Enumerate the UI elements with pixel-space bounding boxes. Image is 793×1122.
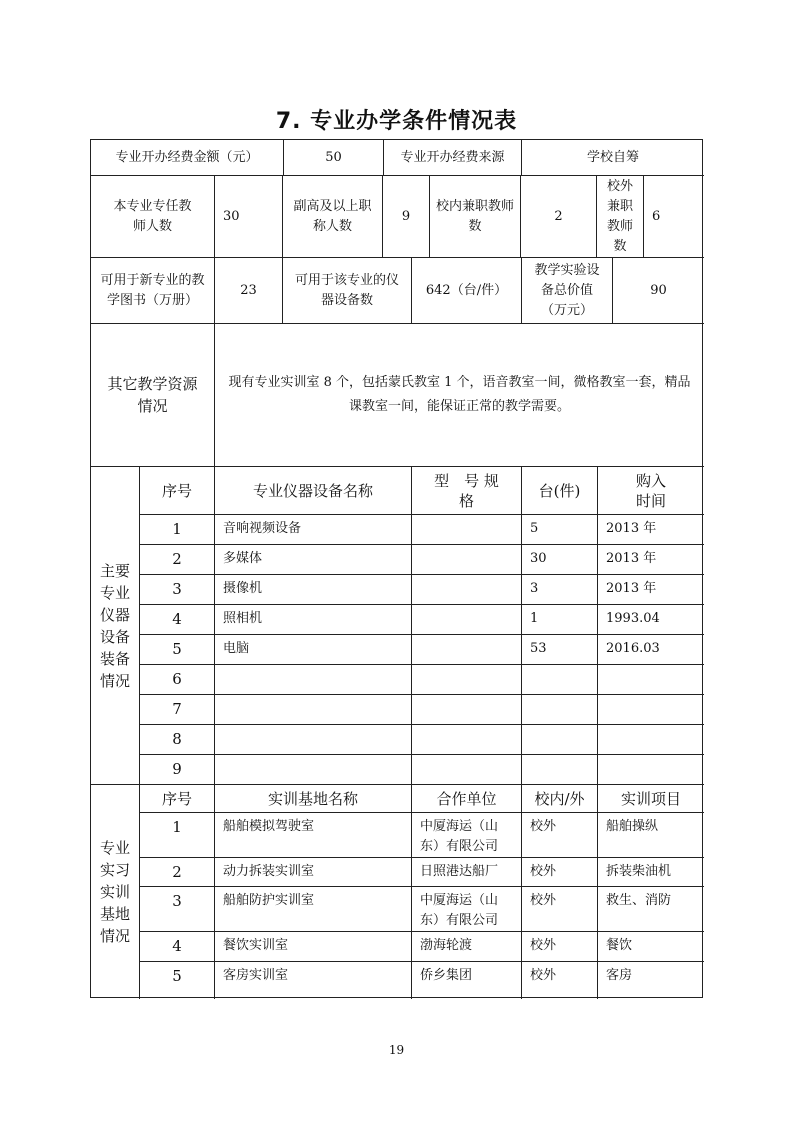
equipment-row-model xyxy=(412,635,522,665)
fulltime-teachers-value: 30 xyxy=(215,176,283,258)
base-row-partner: 中厦海运（山东）有限公司 xyxy=(412,813,522,858)
bases-header-partner: 合作单位 xyxy=(412,785,522,813)
base-row-name: 船舶模拟驾驶室 xyxy=(215,813,412,858)
fund-value: 50 xyxy=(284,140,384,176)
equipment-header-date-text: 购入时间 xyxy=(635,471,666,510)
equipment-row-no: 1 xyxy=(140,515,215,545)
external-parttime-value: 6 xyxy=(644,176,704,258)
base-row-name: 客房实训室 xyxy=(215,962,412,999)
fulltime-teachers-text: 本专业专任教师人数 xyxy=(113,198,192,234)
base-row-no: 4 xyxy=(140,932,215,962)
equipment-row-qty: 30 xyxy=(522,545,598,575)
conditions-table xyxy=(90,139,703,998)
base-row-no: 1 xyxy=(140,813,215,858)
equipment-row-name: 多媒体 xyxy=(215,545,412,575)
equipment-row-name: 音响视频设备 xyxy=(215,515,412,545)
equipment-count-label xyxy=(283,258,412,324)
equipment-row-name: 照相机 xyxy=(215,605,412,635)
base-row-location: 校外 xyxy=(522,962,598,999)
equipment-row-no: 5 xyxy=(140,635,215,665)
internal-parttime-value: 2 xyxy=(521,176,597,258)
equipment-header-name: 专业仪器设备名称 xyxy=(215,467,412,515)
bases-header-no: 序号 xyxy=(140,785,215,813)
bases-header-name: 实训基地名称 xyxy=(215,785,412,813)
equipment-row-no: 4 xyxy=(140,605,215,635)
equipment-row-qty xyxy=(522,695,598,725)
equipment-count-value: 642（台/件） xyxy=(412,258,522,324)
bases-section-label xyxy=(91,785,140,999)
bases-section-text: 专业实习实训基地情况 xyxy=(99,839,130,945)
equipment-row-model xyxy=(412,695,522,725)
equipment-row-date: 2013 年 xyxy=(598,515,704,545)
equipment-row-no: 2 xyxy=(140,545,215,575)
base-row-partner: 渤海轮渡 xyxy=(412,932,522,962)
internal-parttime-label xyxy=(430,176,521,258)
equipment-row-qty xyxy=(522,725,598,755)
page-number: 19 xyxy=(388,1043,405,1057)
equipment-count-text: 可用于该专业的仪器设备数 xyxy=(295,272,400,308)
equipment-row-date: 2013 年 xyxy=(598,545,704,575)
internal-parttime-text: 校内兼职教师数 xyxy=(435,198,514,234)
equipment-row-model xyxy=(412,755,522,785)
resources-text: 现有专业实训室 8 个，包括蒙氏教室 1 个，语音教室一间，微格教室一套，精品课教室一间，能保证正常的教学需要。 xyxy=(215,324,704,467)
resources-label-text: 其它教学资源情况 xyxy=(107,375,198,415)
equipment-row-no: 7 xyxy=(140,695,215,725)
base-row-partner: 日照港达船厂 xyxy=(412,858,522,887)
equipment-row-model xyxy=(412,725,522,755)
equipment-row-qty xyxy=(522,665,598,695)
external-parttime-label xyxy=(597,176,644,258)
equipment-row-name xyxy=(215,725,412,755)
senior-teachers-value: 9 xyxy=(383,176,430,258)
external-parttime-text: 校外兼职教师数 xyxy=(606,178,633,254)
equipment-header-model xyxy=(412,467,522,515)
equipment-header-date xyxy=(598,467,704,515)
equipment-row-qty: 1 xyxy=(522,605,598,635)
base-row-name: 动力拆装实训室 xyxy=(215,858,412,887)
senior-teachers-label xyxy=(283,176,383,258)
equipment-row-date: 1993.04 xyxy=(598,605,704,635)
equipment-row-model xyxy=(412,575,522,605)
base-row-project: 餐饮 xyxy=(598,932,704,962)
base-row-name: 船舶防护实训室 xyxy=(215,887,412,932)
equipment-row-date xyxy=(598,665,704,695)
equipment-row-no: 9 xyxy=(140,755,215,785)
books-value: 23 xyxy=(215,258,283,324)
base-row-no: 5 xyxy=(140,962,215,999)
equipment-section-label xyxy=(91,467,140,785)
page-title: 7. 专业办学条件情况表 xyxy=(275,109,518,134)
base-row-project: 拆装柴油机 xyxy=(598,858,704,887)
equipment-row-model xyxy=(412,665,522,695)
equipment-row-model xyxy=(412,545,522,575)
bases-header-project: 实训项目 xyxy=(598,785,704,813)
equipment-row-name xyxy=(215,695,412,725)
base-row-name: 餐饮实训室 xyxy=(215,932,412,962)
equipment-header-model-text: 型 号 规 格 xyxy=(434,471,514,510)
bases-header-location: 校内/外 xyxy=(522,785,598,813)
equipment-row-date: 2016.03 xyxy=(598,635,704,665)
equipment-row-model xyxy=(412,605,522,635)
base-row-no: 2 xyxy=(140,858,215,887)
resources-label xyxy=(91,324,215,467)
base-row-project: 客房 xyxy=(606,968,633,983)
equipment-section-text: 主要专业仪器设备装备情况 xyxy=(99,561,130,690)
books-text: 可用于新专业的教学图书（万册） xyxy=(100,272,205,308)
senior-teachers-text: 副高及以上职称人数 xyxy=(293,198,372,234)
equipment-row-qty: 53 xyxy=(522,635,598,665)
books-label xyxy=(91,258,215,324)
equipment-row-no: 6 xyxy=(140,665,215,695)
base-row-location: 校外 xyxy=(522,858,598,887)
fund-source-label: 专业开办经费来源 xyxy=(384,140,522,176)
equipment-value-label xyxy=(522,258,613,324)
equipment-row-no: 8 xyxy=(140,725,215,755)
equipment-row-date xyxy=(598,695,704,725)
equipment-row-qty: 5 xyxy=(522,515,598,545)
equipment-row-qty: 3 xyxy=(522,575,598,605)
equipment-row-name xyxy=(215,665,412,695)
equipment-value-text: 教学实验设备总价值（万元） xyxy=(534,262,600,318)
equipment-row-qty xyxy=(522,755,598,785)
equipment-row-model xyxy=(412,515,522,545)
equipment-header-no: 序号 xyxy=(140,467,215,515)
base-row-location: 校外 xyxy=(522,813,598,858)
base-row-project: 船舶操纵 xyxy=(598,813,704,858)
equipment-row-name: 摄像机 xyxy=(215,575,412,605)
base-row-partner: 侨乡集团 xyxy=(412,962,522,999)
equipment-value-value: 90 xyxy=(613,258,704,324)
fund-label: 专业开办经费金额（元） xyxy=(91,140,284,176)
equipment-row-date: 2013 年 xyxy=(598,575,704,605)
equipment-header-qty: 台(件) xyxy=(522,467,598,515)
equipment-row-no: 3 xyxy=(140,575,215,605)
base-row-partner: 中厦海运（山东）有限公司 xyxy=(412,887,522,932)
base-row-location: 校外 xyxy=(522,932,598,962)
base-row-location: 校外 xyxy=(522,887,598,932)
fulltime-teachers-label xyxy=(91,176,215,258)
fund-source-value: 学校自筹 xyxy=(522,140,704,176)
equipment-row-name xyxy=(215,755,412,785)
base-row-project: 救生、消防 xyxy=(598,887,704,932)
base-row-no: 3 xyxy=(140,887,215,932)
equipment-row-date xyxy=(598,725,704,755)
equipment-row-date xyxy=(598,755,704,785)
equipment-row-name: 电脑 xyxy=(215,635,412,665)
